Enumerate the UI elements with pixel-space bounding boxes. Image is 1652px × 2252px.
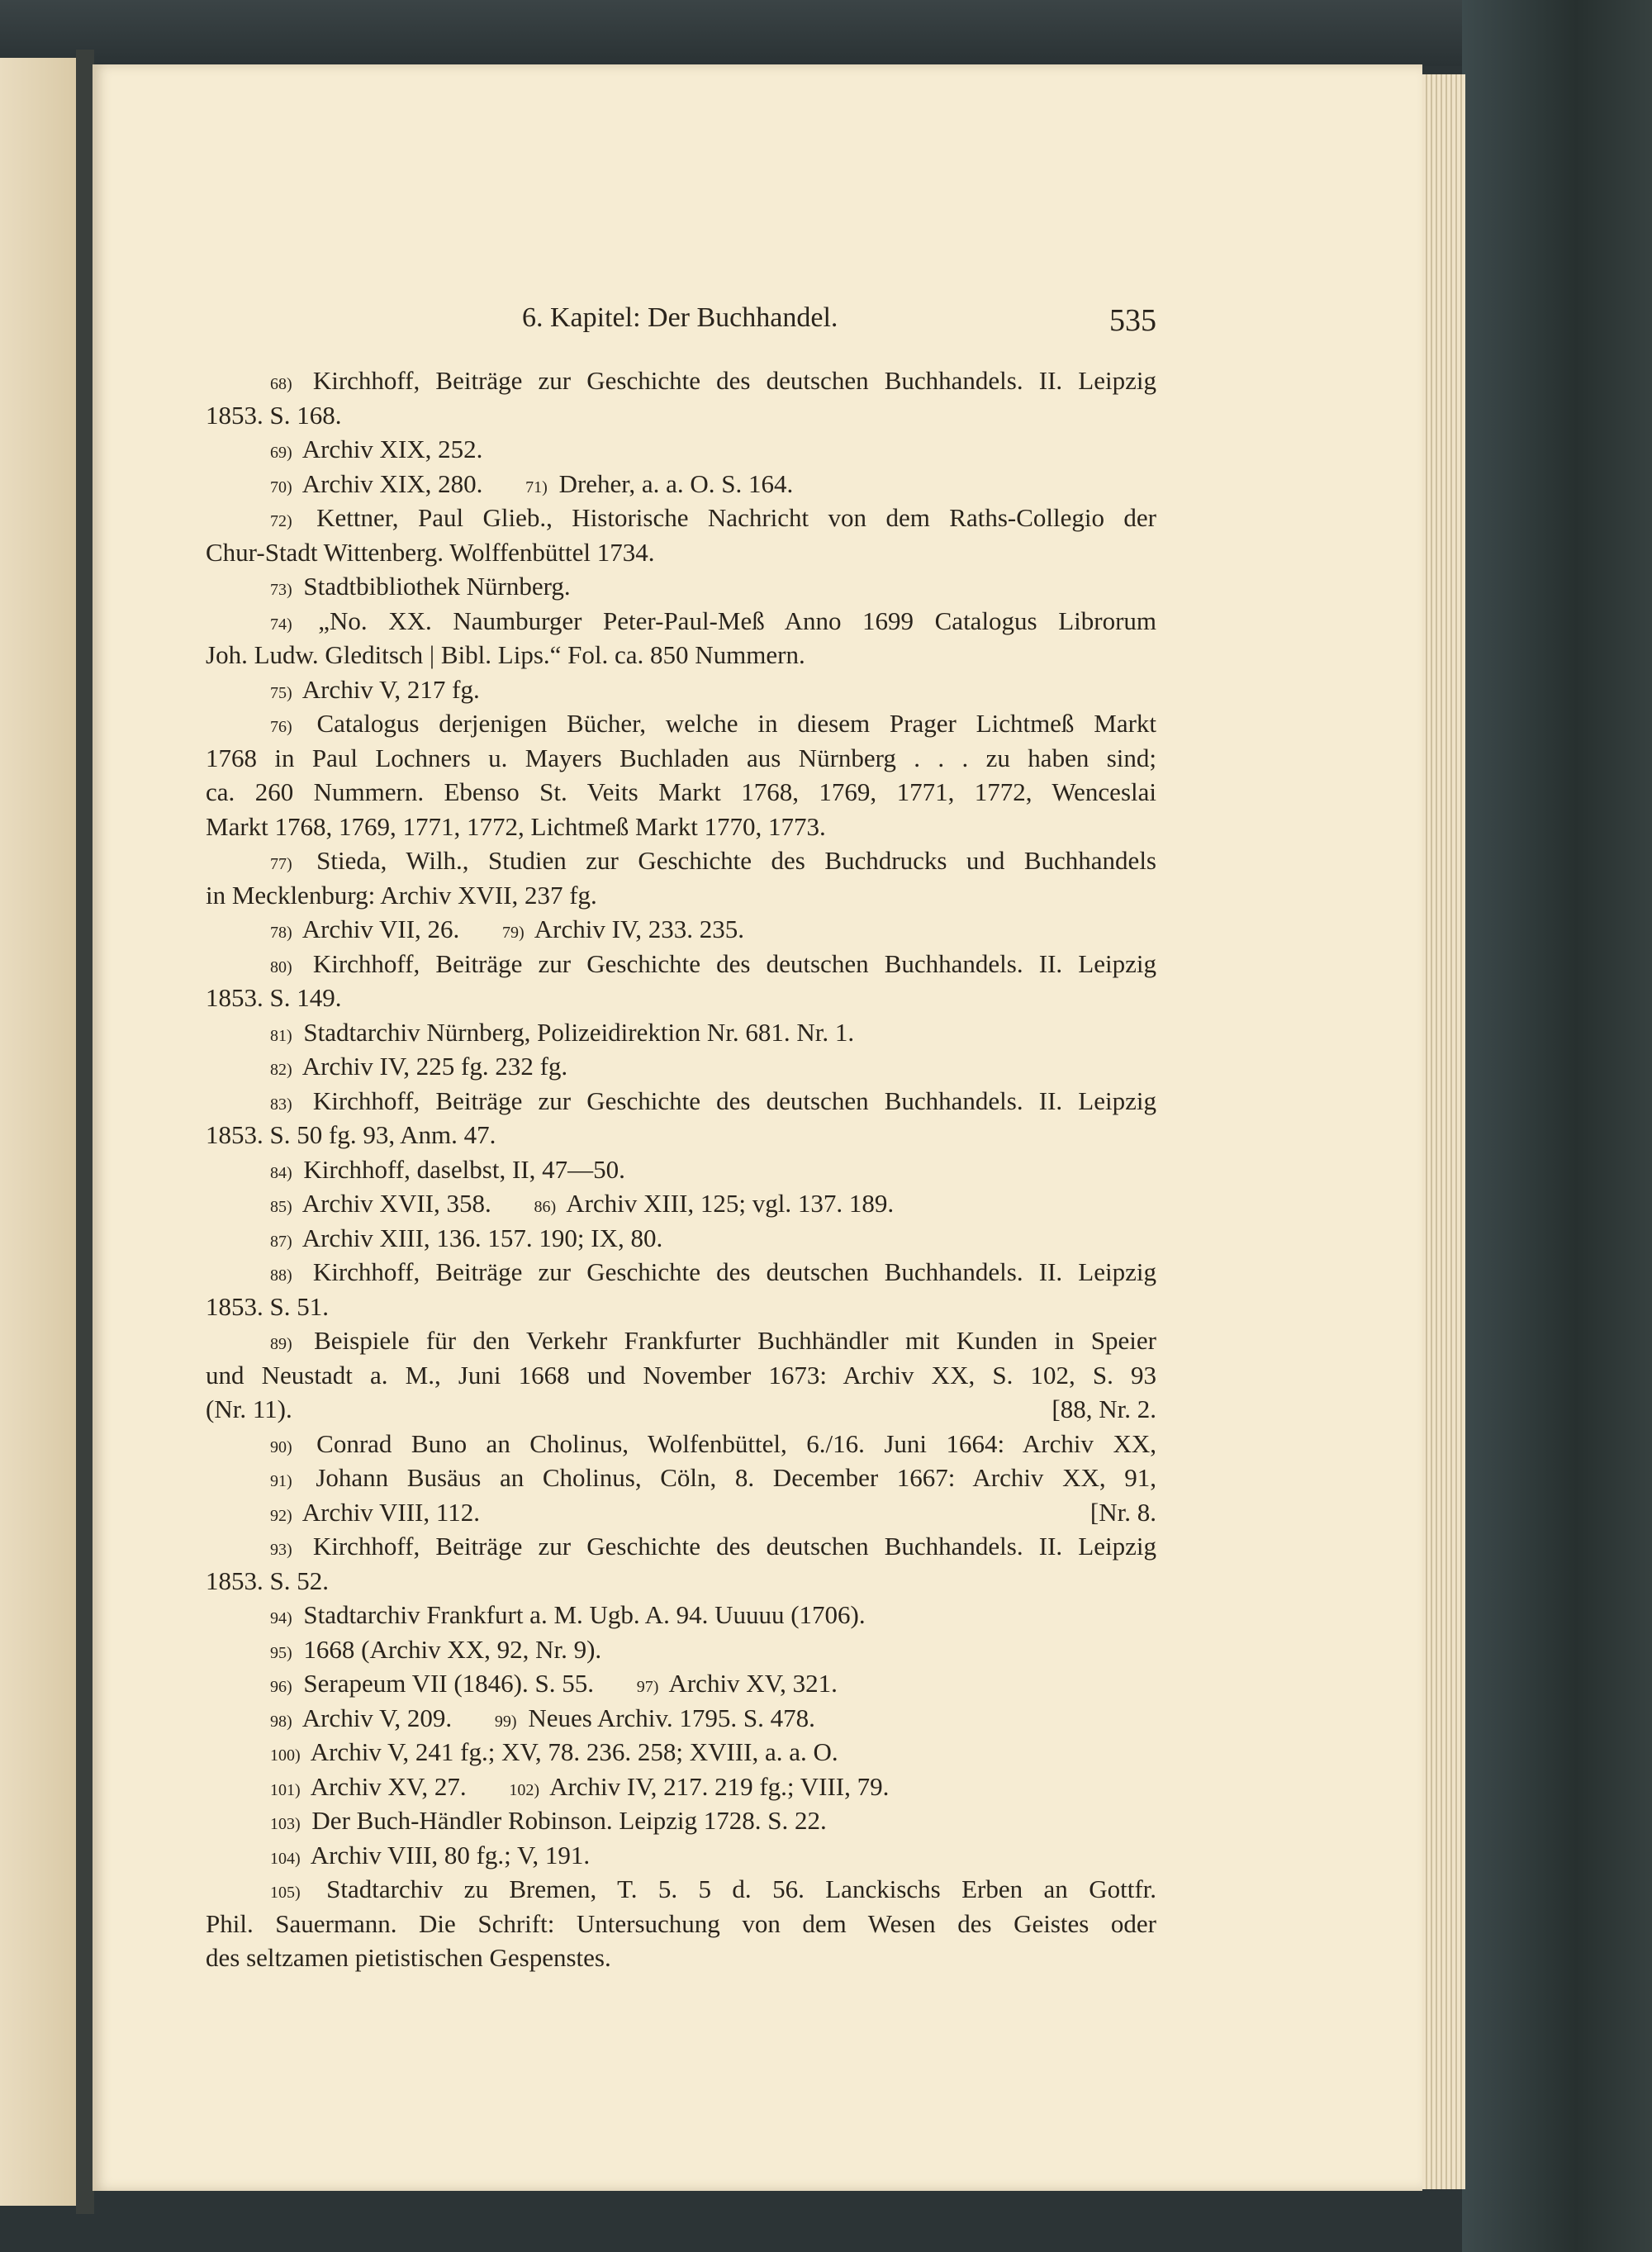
footnote-number: 90) — [270, 1437, 292, 1456]
footnote-text: 1853. S. 50 fg. 93, Anm. 47. — [206, 1120, 496, 1149]
running-header — [93, 302, 1422, 344]
footnote-text: Markt 1768, 1769, 1771, 1772, Lichtmeß Markt 1770, 1773. — [206, 811, 826, 841]
footnote-text: Beispiele für den Verkehr Frankfurter Buchhändler mit Kunden in Speier — [314, 1326, 1156, 1355]
footnote-text: Stadtarchiv zu Bremen, T. 5. 5 d. 56. Lanckischs Erben an Gottfr. — [326, 1874, 1156, 1903]
book-page — [93, 64, 1422, 2191]
footnote-number: 84) — [270, 1163, 292, 1182]
footnote-number: 80) — [270, 957, 292, 976]
footnote-number: 87) — [270, 1232, 292, 1251]
footnote-text: Archiv XV, 321. — [668, 1669, 838, 1698]
footnote-number: 70) — [270, 477, 292, 496]
footnote-line — [206, 1186, 1156, 1221]
footnote-text: Archiv VIII, 80 fg.; V, 191. — [310, 1840, 591, 1870]
footnote-line — [206, 1392, 1156, 1427]
footnote-number: 100) — [270, 1746, 301, 1765]
footnote-text: Archiv V, 217 fg. — [301, 674, 480, 704]
footnote-text: Archiv XVII, 358. — [301, 1189, 491, 1218]
footnote-number: 102) — [509, 1780, 540, 1799]
page-edges — [1417, 74, 1465, 2189]
footnote-line — [206, 672, 1156, 707]
footnote-text: Kirchhoff, Beiträge zur Geschichte des deutschen Buchhandels. II. Leipzig — [312, 1257, 1156, 1286]
footnote-text: Archiv IV, 225 fg. 232 fg. — [301, 1052, 568, 1081]
footnote-number: 68) — [270, 375, 292, 393]
footnote-number: 77) — [270, 855, 292, 873]
footnote-number: 101) — [270, 1780, 301, 1799]
footnote-text: Kirchhoff, daselbst, II, 47—50. — [303, 1154, 625, 1184]
footnote-line — [206, 1872, 1156, 1907]
footnote-text: Archiv IV, 233. 235. — [534, 915, 745, 943]
footnote-text: in Mecklenburg: Archiv XVII, 237 fg. — [206, 880, 597, 910]
footnote-text: Kirchhoff, Beiträge zur Geschichte des deutschen Buchhandels. II. Leipzig — [312, 948, 1156, 978]
footnote-text: Archiv XV, 27. — [310, 1771, 467, 1801]
footnote-number: 104) — [270, 1849, 301, 1868]
footnote-line — [206, 1461, 1156, 1495]
footnote-text: Johann Busäus an Cholinus, Cöln, 8. December 1667: Archiv XX, 91, — [316, 1463, 1156, 1492]
book-cover-top — [0, 0, 1652, 66]
footnote-number: 76) — [270, 718, 292, 736]
footnote-line — [206, 1701, 1156, 1736]
footnote-number: 75) — [270, 683, 292, 702]
footnote-number: 93) — [270, 1541, 292, 1559]
footnote-number: 95) — [270, 1643, 292, 1662]
footnote-line — [206, 981, 1156, 1015]
footnote-line — [206, 843, 1156, 878]
footnote-text: Archiv IV, 217. 219 fg.; VIII, 79. — [549, 1771, 890, 1801]
footnote-number: 69) — [270, 444, 292, 462]
footnote-text: Kettner, Paul Glieb., Historische Nachricht von dem Raths-Collegio der — [316, 503, 1156, 532]
footnote-line — [206, 1666, 1156, 1701]
footnote-text: „No. XX. Naumburger Peter-Paul-Meß Anno 1699 Catalogus Librorum — [318, 606, 1156, 635]
footnote-line — [206, 569, 1156, 604]
footnote-text: Archiv VIII, 112. — [301, 1497, 480, 1527]
footnote-line — [206, 775, 1156, 810]
footnote-line — [206, 810, 1156, 844]
footnote-line — [206, 501, 1156, 535]
footnote-text: Stadtarchiv Frankfurt a. M. Ugb. A. 94. Uuuuu (1706). — [303, 1600, 866, 1629]
footnote-line — [206, 604, 1156, 639]
footnote-line — [206, 947, 1156, 981]
footnote-line — [206, 398, 1156, 433]
chapter-title: 6. Kapitel: Der Buchhandel. — [522, 302, 838, 333]
footnote-number: 88) — [270, 1266, 292, 1285]
footnote-text: Serapeum VII (1846). S. 55. — [303, 1669, 594, 1698]
footnote-text: Stadtarchiv Nürnberg, Polizeidirektion Nr. 681. Nr. 1. — [303, 1017, 855, 1047]
footnote-text: und Neustadt a. M., Juni 1668 und November 1673: Archiv XX, S. 102, S. 93 — [206, 1360, 1156, 1390]
footnote-line — [206, 1015, 1156, 1050]
footnote-number: 82) — [270, 1061, 292, 1079]
footnote-text: Kirchhoff, Beiträge zur Geschichte des deutschen Buchhandels. II. Leipzig — [312, 366, 1156, 395]
footnote-text: ca. 260 Nummern. Ebenso St. Veits Markt 1768, 1769, 1771, 1772, Wenceslai — [206, 777, 1156, 806]
facing-page-edge — [0, 58, 79, 2206]
footnote-text: 1853. S. 51. — [206, 1291, 329, 1321]
footnote-number: 86) — [534, 1198, 557, 1216]
footnote-number: 71) — [525, 477, 548, 496]
footnote-line — [206, 535, 1156, 570]
footnote-line — [206, 1427, 1156, 1461]
footnote-text: Stieda, Wilh., Studien zur Geschichte des Buchdrucks und Buchhandels — [316, 846, 1156, 875]
footnote-line — [206, 1049, 1156, 1084]
book-cover-right — [1462, 0, 1652, 2252]
footnote-number: 85) — [270, 1198, 292, 1216]
footnote-line — [206, 1152, 1156, 1187]
footnote-number: 94) — [270, 1609, 292, 1627]
footnote-text: Archiv XIX, 280. — [301, 468, 483, 498]
footnote-line — [206, 706, 1156, 741]
footnote-text: Archiv XIII, 125; vgl. 137. 189. — [566, 1189, 895, 1218]
footnote-number: 81) — [270, 1026, 292, 1045]
footnote-line — [206, 432, 1156, 467]
footnote-text: Dreher, a. a. O. S. 164. — [558, 468, 794, 498]
footnote-line — [206, 1118, 1156, 1152]
footnote-line — [206, 1564, 1156, 1599]
footnote-text: (Nr. 11). — [206, 1394, 292, 1423]
footnote-text: 1768 in Paul Lochners u. Mayers Buchladen aus Nürnberg . . . zu haben sind; — [206, 743, 1156, 772]
footnote-line — [206, 1735, 1156, 1770]
footnote-number: 91) — [270, 1472, 292, 1490]
footnote-line — [206, 912, 1156, 947]
footnote-line — [206, 638, 1156, 672]
footnote-line — [206, 1221, 1156, 1256]
footnote-text: Kirchhoff, Beiträge zur Geschichte des deutschen Buchhandels. II. Leipzig — [312, 1532, 1156, 1561]
footnote-number: 73) — [270, 581, 292, 599]
footnote-number: 74) — [270, 615, 292, 634]
footnote-text: Neues Archiv. 1795. S. 478. — [528, 1703, 815, 1732]
footnote-line — [206, 363, 1156, 398]
footnote-text: Archiv V, 209. — [301, 1703, 453, 1732]
footnote-text: Der Buch-Händler Robinson. Leipzig 1728. S. 22. — [311, 1806, 827, 1835]
footnote-line — [206, 1803, 1156, 1838]
footnote-number: 89) — [270, 1335, 292, 1353]
footnote-line — [206, 1290, 1156, 1324]
footnote-number: 96) — [270, 1678, 292, 1696]
footnote-text: 1853. S. 149. — [206, 983, 342, 1012]
footnote-line — [206, 1255, 1156, 1290]
footnote-line — [206, 1632, 1156, 1667]
footnote-line — [206, 467, 1156, 501]
footnote-line — [206, 1838, 1156, 1873]
book-gutter — [76, 50, 94, 2214]
footnote-number: 72) — [270, 512, 292, 530]
footnote-number: 97) — [636, 1678, 659, 1696]
footnote-line — [206, 1358, 1156, 1393]
footnote-text: 1668 (Archiv XX, 92, Nr. 9). — [303, 1634, 602, 1664]
footnote-number: 79) — [502, 924, 525, 942]
footnote-text: 1853. S. 52. — [206, 1565, 329, 1595]
footnote-line — [206, 1770, 1156, 1804]
footnote-line — [206, 741, 1156, 776]
footnote-line — [206, 1323, 1156, 1358]
footnotes — [206, 363, 1156, 1975]
footnote-line — [206, 1941, 1156, 1975]
footnote-number: 83) — [270, 1095, 292, 1114]
footnote-carryover: [Nr. 8. — [1089, 1497, 1156, 1527]
footnote-line — [206, 1495, 1156, 1530]
footnote-line — [206, 1907, 1156, 1941]
footnote-number: 98) — [270, 1712, 292, 1731]
footnote-line — [206, 1529, 1156, 1564]
footnote-line — [206, 1598, 1156, 1632]
footnote-text: Archiv XIII, 136. 157. 190; IX, 80. — [301, 1223, 663, 1252]
footnote-text: 1853. S. 168. — [206, 400, 342, 430]
footnote-text: Phil. Sauermann. Die Schrift: Untersuchung von dem Wesen des Geistes oder — [206, 1908, 1156, 1938]
footnote-text: Conrad Buno an Cholinus, Wolfenbüttel, 6./16. Juni 1664: Archiv XX, — [316, 1428, 1156, 1458]
footnote-text: Catalogus derjenigen Bücher, welche in diesem Prager Lichtmeß Markt — [316, 709, 1156, 738]
footnote-text: des seltzamen pietistischen Gespenstes. — [206, 1943, 611, 1972]
footnote-text: Joh. Ludw. Gleditsch | Bibl. Lips.“ Fol. ca. 850 Nummern. — [206, 640, 805, 669]
footnote-number: 92) — [270, 1506, 292, 1525]
footnote-text: Archiv XIX, 252. — [301, 435, 483, 463]
footnote-text: Archiv VII, 26. — [301, 915, 460, 943]
footnote-carryover: [88, Nr. 2. — [1051, 1394, 1156, 1423]
footnote-text: Stadtbibliothek Nürnberg. — [303, 572, 571, 601]
footnote-line — [206, 1084, 1156, 1119]
page-number: 535 — [1109, 303, 1156, 338]
footnote-number: 78) — [270, 924, 292, 942]
footnote-text: Chur-Stadt Wittenberg. Wolffenbüttel 1734. — [206, 537, 655, 567]
footnote-number: 99) — [494, 1712, 517, 1731]
footnote-text: Kirchhoff, Beiträge zur Geschichte des deutschen Buchhandels. II. Leipzig — [312, 1086, 1156, 1115]
footnote-number: 103) — [270, 1815, 301, 1833]
footnote-number: 105) — [270, 1884, 301, 1902]
footnote-text: Archiv V, 241 fg.; XV, 78. 236. 258; XVIII, a. a. O. — [310, 1737, 838, 1766]
footnote-line — [206, 878, 1156, 913]
